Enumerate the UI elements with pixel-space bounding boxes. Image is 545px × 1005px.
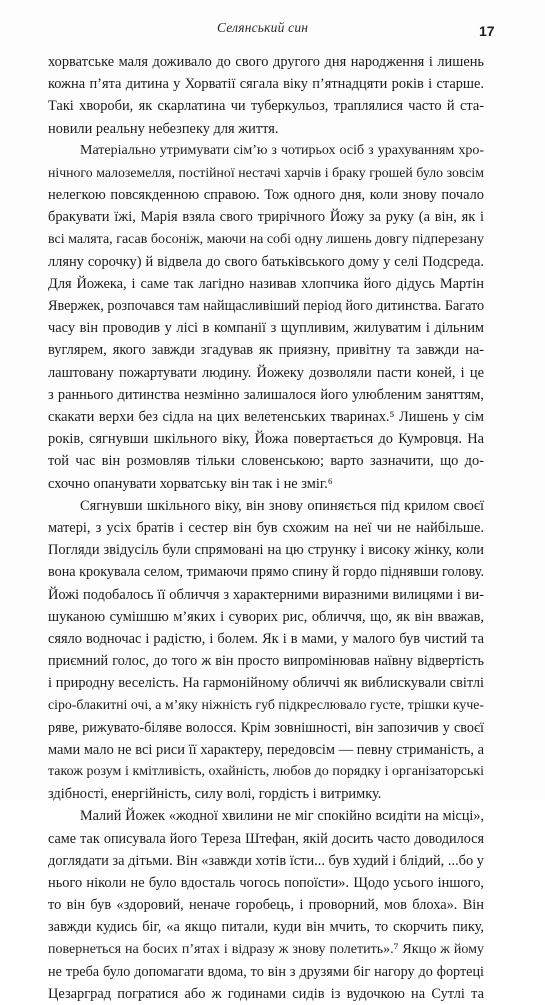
text-line: з раннього дитинства незмінно залишалося його улюбленим заняттям, — [48, 386, 484, 403]
text-line: вуглярем, якого завжди згадував як приязну, привітну та завжди на- — [48, 342, 484, 359]
text-line: нелегкою повсякденною справою. Тож одного дня, коли знову почало — [48, 187, 484, 204]
text-line: і природну веселість. На гармонійному обличчі як виблискували світлі — [48, 675, 484, 692]
running-header: Селянський син — [217, 20, 309, 35]
text-line: шуканою сумішшю м’яких і суворих рис, обличчя, що, як він вважав, — [48, 608, 484, 625]
text-line: бракувати їжі, Марія взяла свого трирічного Йожу за руку (а він, як і — [48, 209, 484, 226]
text-line: Для Йожека, і саме так лагідно називав хлопчика його дідусь Мартін — [48, 275, 484, 292]
text-line: лляну сорочку) й відвела до свого батьківського дому у селі Подсреда. — [48, 253, 484, 270]
text-line: не треба було допомагати вдома, то він з друзями біг нагору до фортеці — [48, 963, 484, 980]
text-line: мами мало не всі риси її характеру, передовсім — певну стриманість, а — [48, 741, 484, 758]
text-line: приємний голос, до того ж він просто випромінював наївну відвертість — [48, 653, 484, 670]
text-line: схочно опанувати хорватську він так і не зміг.⁶ — [48, 475, 333, 492]
text-line: вона крокувала селом, тримаючи прямо спину й гордо піднявши голову. — [48, 564, 484, 581]
text-line: кожна п’ята дитина у Хорватії сягала віку п’ятнадцяти років і старше. — [48, 76, 484, 93]
text-line: матері, з усіх братів і сестер він був схожим на неї чи не найбільше. — [48, 519, 484, 536]
text-line: нічного малоземелля, постійної нестачі харчів і браку грошей було зовсім — [48, 164, 484, 180]
text-line: новили реальну небезпеку для життя. — [48, 120, 279, 137]
text-line: Матеріально утримувати сім’ю з чотирьох осіб з урахуванням хро- — [80, 142, 484, 158]
text-line: часу він проводив у лісі в компанії з щупливим, жилуватим і дільним — [48, 320, 484, 337]
text-line: Такі хвороби, як скарлатина чи туберкульоз, траплялися часто й ста- — [48, 98, 484, 115]
text-line: всі малята, гасав босоніж, маючи на собі одну лишень довгу підперезану — [48, 231, 484, 247]
text-line: то він був «здоровий, неначе горобець, і проворний, мов блоха». Він — [48, 897, 484, 914]
body-text — [48, 51, 484, 1005]
text-line: завжди кудись біг, «а якщо питали, куди він мчить, то скорчить пику, — [48, 919, 484, 936]
text-line: саме так описувала його Тереза Штефан, якій досить часто доводилося — [48, 830, 484, 847]
text-line: Цезарград погратися або ж годинами сидів із вудочкою на Сутлі та — [48, 985, 484, 1002]
text-line: нього ніколи не було вдосталь чогось попоїсти». Щодо усього іншого, — [48, 874, 484, 891]
text-line: Явержек, розпочався там найщасливіший період його дитинства. Багато — [48, 298, 485, 315]
text-line: хорватське маля доживало до свого другого дня народження і лишень — [48, 54, 484, 70]
text-line: лаштовану пожартувати людину. Йожеку дозволяли пасти коней, і це — [48, 364, 484, 381]
text-line: доглядати за дітьми. Він «завжди хотів їсти... був худий і блідий, ...бо у — [48, 852, 484, 869]
text-line: Малий Йожек «жодної хвилини не міг спокійно всидіти на місці», — [80, 808, 484, 825]
text-line: здібності, енергійність, силу волі, гордість і витримку. — [48, 786, 382, 803]
text-line: ряве, рижувато-біляве волосся. Крім зовнішності, він запозичив у своєї — [48, 719, 484, 736]
page-number: 17 — [479, 23, 495, 39]
text-line: Йожі подобалось її обличчя з характерними виразними вилицями і ви- — [48, 586, 484, 603]
text-line: сяяло водночас і радістю, і болем. Як і в мами, у малого був чистий та — [48, 630, 484, 647]
text-line: Сягнувши шкільного віку, він знову опиняється під крилом своєї — [80, 497, 484, 514]
text-line: той час він розмовляв тільки словенською; варто зазначити, що до- — [48, 453, 484, 470]
text-line: сіро-блакитні очі, а м’яку ніжність губ підкреслювало густе, трішки куче- — [48, 697, 484, 713]
text-line: років, сягнувши шкільного віку, Йожа повертається до Кумровця. На — [48, 431, 484, 448]
text-line: також розум і кмітливість, охайність, любов до порядку і організаторські — [48, 764, 484, 779]
text-line: Погляди звідусіль були спрямовані на цю струнку і високу жінку, коли — [48, 542, 484, 559]
text-line: скакати верхи без сідла на цих велетенських тваринах.⁵ Лишень у сім — [48, 409, 484, 425]
text-line: повернеться на босих п’ятах і відразу ж знову полетить».⁷ Якщо ж йому — [48, 941, 484, 957]
